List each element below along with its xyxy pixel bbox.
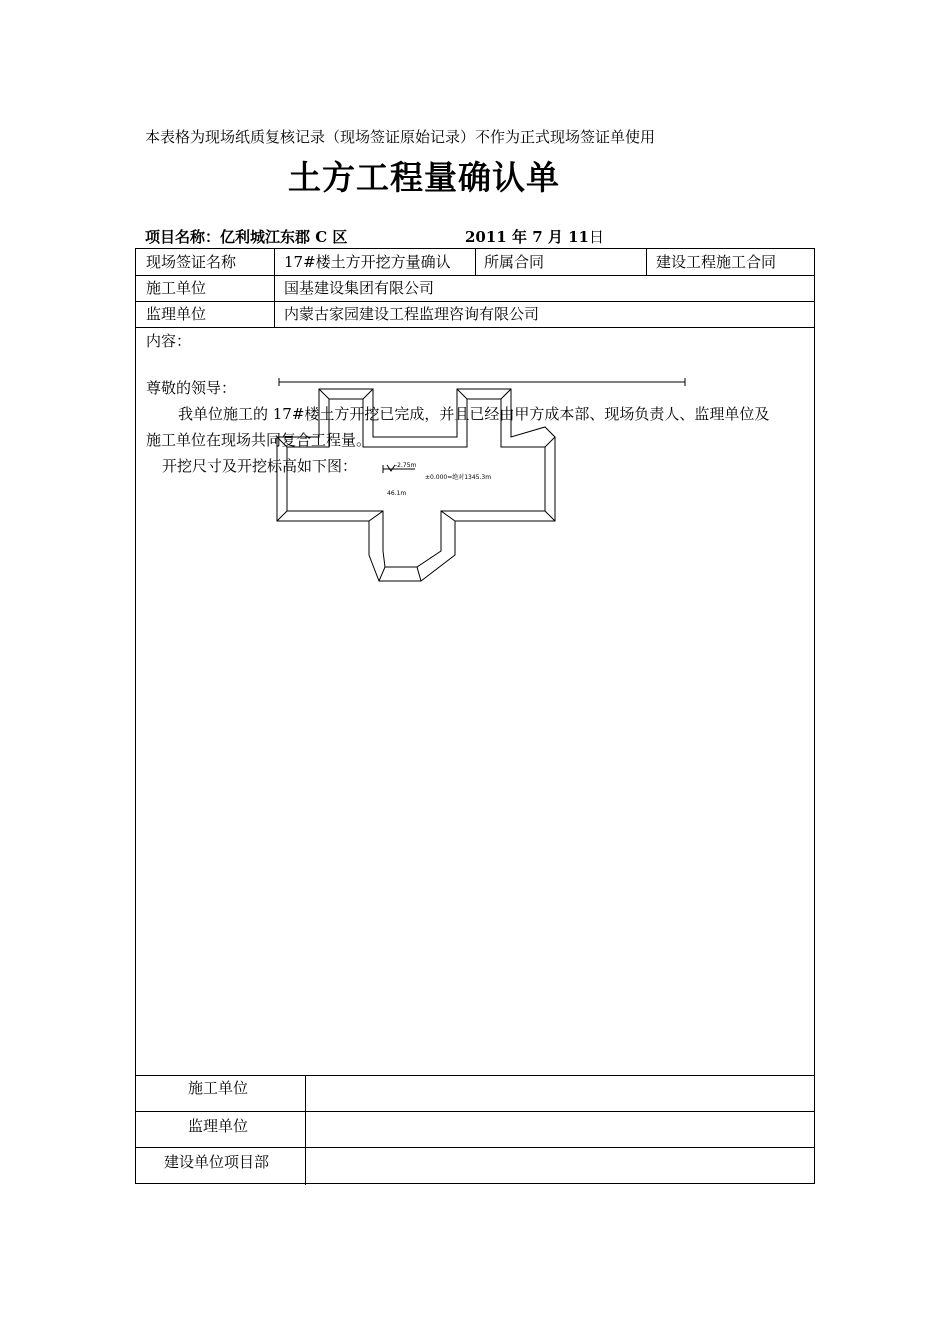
row-divider: [136, 1147, 814, 1148]
project-name: 项目名称：亿利城江东郡 C 区: [145, 228, 348, 246]
supervision-unit-value: 内蒙古家园建设工程监理咨询有限公司: [284, 305, 540, 323]
datum-label: ±0.000=绝对1345.3m: [425, 474, 492, 481]
column-divider: [475, 249, 476, 275]
contract-value: 建设工程施工合同: [656, 253, 777, 271]
content-body-line2: 施工单位在现场共同复合工程量。: [146, 431, 372, 449]
date-prefix: 2011 年 7 月 11: [465, 228, 589, 246]
sign-construction-label: 施工单位: [188, 1079, 249, 1097]
row-divider: [136, 327, 814, 328]
row-divider: [136, 301, 814, 302]
column-divider: [274, 249, 275, 327]
content-body-line1: 我单位施工的 17#楼土方开挖已完成，并且已经由甲方成本部、现场负责人、监理单位及: [178, 405, 770, 423]
sign-owner-label: 建设单位项目部: [164, 1153, 270, 1171]
greeting: 尊敬的领导：: [146, 379, 237, 397]
column-divider: [646, 249, 647, 275]
project-line: [145, 226, 604, 247]
row-divider: [136, 1111, 814, 1112]
construction-unit-label: 施工单位: [146, 279, 207, 297]
confirmation-form: [135, 248, 815, 1184]
contract-label: 所属合同: [484, 253, 545, 271]
notice-text: 本表格为现场纸质复核记录（现场签证原始记录）不作为正式现场签证单使用: [145, 128, 656, 146]
width-label: 46.1m: [387, 490, 407, 497]
date-suffix: 日: [588, 228, 604, 246]
row-divider: [136, 275, 814, 276]
page-title: 土方工程量确认单: [288, 158, 560, 197]
visa-name-label: 现场签证名称: [146, 253, 237, 271]
content-body-line3: 开挖尺寸及开挖标高如下图：: [162, 457, 358, 475]
sign-owner-field[interactable]: [308, 1149, 808, 1181]
sign-construction-field[interactable]: [308, 1077, 808, 1109]
construction-unit-value: 国基建设集团有限公司: [284, 279, 435, 297]
column-divider: [305, 1075, 306, 1185]
supervision-unit-label: 监理单位: [146, 305, 207, 323]
sign-supervision-field[interactable]: [308, 1113, 808, 1145]
content-label: 内容：: [146, 332, 192, 350]
sign-supervision-label: 监理单位: [188, 1117, 249, 1135]
project-date: [465, 226, 604, 247]
elevation-label: -2.75m: [395, 462, 417, 469]
row-divider: [136, 1075, 814, 1076]
visa-name-value: 17#楼土方开挖方量确认: [284, 253, 451, 271]
